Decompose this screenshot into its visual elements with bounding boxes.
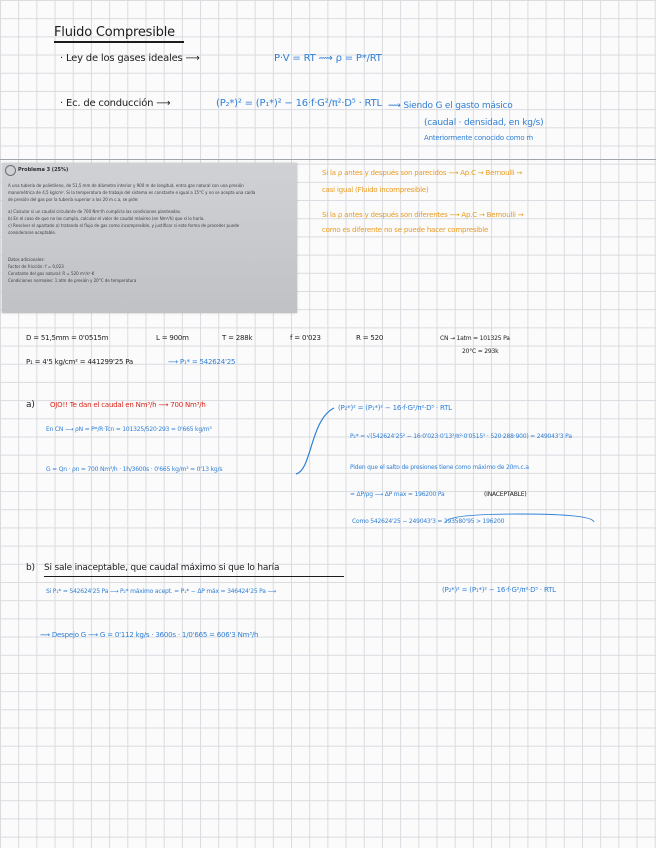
gas-law-label: · Ley de los gases ideales ⟶: [60, 53, 200, 64]
section-title: Fluido Compresible: [54, 25, 175, 40]
orange-note-3: Si la ρ antes y después son diferentes ⟶ Ap.C → Bernoulli →: [322, 211, 524, 219]
data-absolute-pressure: ⟶ P₁* = 542624'25: [168, 358, 236, 366]
data-diameter: D = 51,5mm = 0'0515m: [26, 334, 109, 342]
part-a-note-2: = ΔP/ρg ⟶ ΔP max = 196200 Pa: [350, 491, 445, 498]
part-a-mass-flow-line: G = Qn · ρn = 700 Nm³/h · 1h/3600s · 0'665 kg/m³ = 0'13 kg/s: [46, 466, 223, 473]
problem-item: a) Calcular si un caudal circulante de 700 Nm³/h cumpliría las condiciones planteadas.: [8, 209, 182, 214]
data-gas-constant: R = 520: [356, 334, 384, 342]
part-a-density-line: En CN ⟶ ρN = P*/R·Tcn = 101325/520·293 = 0'665 kg/m³: [46, 426, 212, 433]
part-a-note-1: Piden que el salto de presiones tiene como máximo de 20m.c.a: [350, 464, 529, 471]
conduction-note-2: (caudal · densidad, en kg/s): [424, 118, 544, 128]
part-a-conduction-eq: (P₂*)² = (P₁*)² − 16·f·G²/π²·D⁵ · RTL: [338, 404, 452, 412]
conduction-label: · Ec. de conducción ⟶: [60, 98, 171, 109]
extra-data-line: Constante del gas natural: R = 520 m²/s²·K: [8, 271, 95, 276]
data-temperature: T = 288k: [222, 334, 253, 342]
data-length: L = 900m: [156, 334, 189, 342]
conduction-note-3: Anteriormente conocido como ṁ: [424, 134, 534, 142]
problem-line: manométrica de 4,5 kg/cm². Si la temperatura de trabajo del sistema es constante e igual a 15°C y no se acepta una caída: [8, 190, 256, 195]
extra-data-line: Condiciones normales: 1 atm de presión y 20°C de temperatura: [8, 278, 137, 283]
problem-line: de presión del gas por la tubería superior a los 20 m.c.a, se pide:: [8, 197, 139, 202]
part-a-comparison: Como 542624'25 − 249043'3 = 293580'95 > 196200: [352, 518, 505, 525]
problem-item: considerarse aceptable.: [8, 230, 56, 235]
orange-note-4: como es diferente no se puede hacer compresible: [322, 226, 489, 234]
data-pressure: P₁ = 4'5 kg/cm² = 441299'25 Pa: [26, 358, 134, 366]
part-a-label: a): [26, 400, 35, 410]
extra-data-heading: Datos adicionales:: [8, 257, 45, 262]
data-friction: f = 0'023: [290, 334, 321, 342]
part-b-pressure-line: Si P₁* = 542624'25 Pa ⟶ P₂* máximo acept. = P₁* − ΔP máx = 346424'25 Pa ⟶: [46, 588, 276, 595]
part-b-question: Si sale inaceptable, que caudal máximo si que lo haría: [44, 563, 280, 573]
problem-title: Problema 3 (25%): [18, 167, 69, 173]
conduction-note-1: ⟿ Siendo G el gasto másico: [388, 101, 513, 111]
gas-law-equation: P·V = RT ⟿ ρ = P*/RT: [274, 53, 382, 64]
part-a-warning: OJO!! Te dan el caudal en Nm³/h ⟶ 700 Nm³/h: [50, 401, 206, 409]
data-normal-conditions: CN → 1atm = 101325 Pa: [440, 335, 510, 342]
part-b-conduction-eq: (P₂*)² = (P₁*)² − 16·f·G²/π²·D⁵ · RTL: [442, 586, 556, 594]
curved-arrow: [296, 408, 334, 474]
extra-data-line: Factor de fricción: f = 0,023: [8, 264, 64, 269]
part-a-inacceptable: (INACEPTABLE): [484, 491, 527, 498]
part-b-solve-line: ⟿ Despejo G ⟶ G = 0'112 kg/s · 3600s · 1/0'665 = 606'3 Nm³/h: [40, 631, 259, 639]
conduction-equation: (P₂*)² = (P₁*)² − 16·f·G²/π²·D⁵ · RTL: [216, 98, 382, 109]
orange-note-1: Si la ρ antes y después son parecidos ⟶ Ap.C → Bernoulli →: [322, 169, 523, 177]
problem-item: c) Resolver el apartado a) tratando el flujo de gas como incompresible, y justificar si este forma de proceder puede: [8, 223, 240, 228]
problem-item: b) En el caso de que no las cumpla, calcular el valor de caudal máximo (en Nm³/h) que sí lo haría.: [8, 216, 205, 221]
part-a-p2-result: P₂* = √(542624'25² − 16·0'023·0'13²/π²·0'0515⁵ · 520·288·900) = 249043'3 Pa: [350, 433, 572, 440]
part-b-label: b): [26, 563, 35, 573]
data-normal-temperature: 20°C = 293k: [462, 348, 499, 355]
brace-mark: [446, 514, 594, 522]
problem-line: A una tubería de polietileno, de 51,5 mm de diámetro interior y 900 m de longitud, entra gas natural con una presión: [8, 183, 244, 188]
orange-note-2: casi igual (Fluido incompresible): [322, 186, 429, 194]
